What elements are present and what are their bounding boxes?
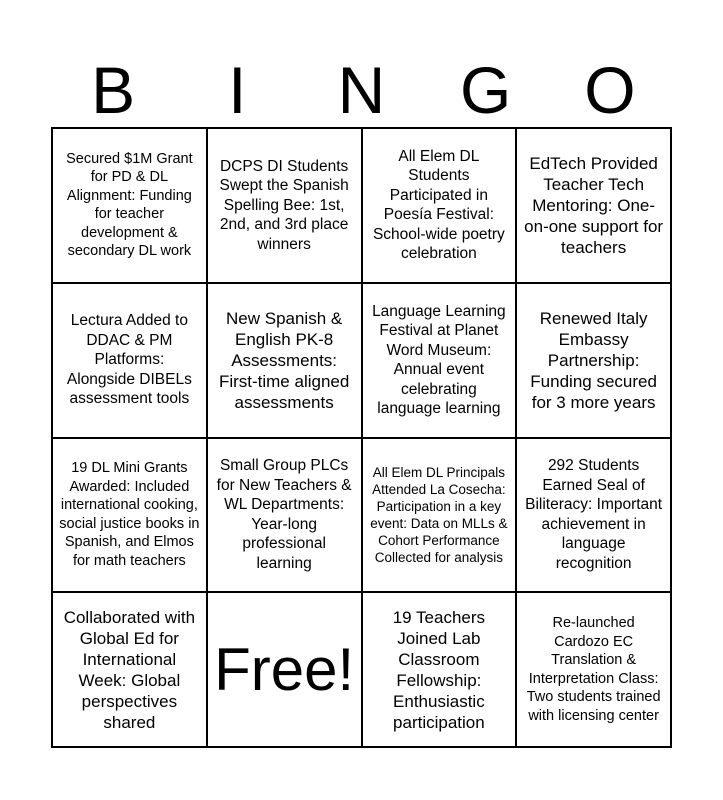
bingo-cell[interactable] <box>363 129 518 284</box>
bingo-cell[interactable] <box>53 593 208 748</box>
bingo-cell-text: Small Group PLCs for New Teachers & WL Departments: Year-long professional learning <box>216 457 352 572</box>
header-letter-i: I <box>228 53 247 127</box>
header-letter-n: N <box>337 53 386 127</box>
bingo-cell-text: 292 Students Earned Seal of Biliteracy: Important achievement in language recognition <box>525 457 663 572</box>
bingo-cell-text: Re-launched Cardozo EC Translation & Interpretation Class: Two students trained with licensing center <box>526 615 661 724</box>
bingo-cell-text: All Elem DL Principals Attended La Cosecha: Participation in a key event: Data on MLLs & Cohort Performance Collected for analysis <box>370 464 508 565</box>
bingo-cell[interactable] <box>208 129 363 284</box>
header-letter-b: B <box>91 53 136 127</box>
bingo-cell-text: All Elem DL Students Participated in Poesía Festival: School-wide poetry celebration <box>372 147 505 263</box>
bingo-cell[interactable] <box>363 439 518 594</box>
free-space-label: Free! <box>214 635 355 703</box>
bingo-cell-text: Collaborated with Global Ed for International Week: Global perspectives shared <box>63 607 196 732</box>
bingo-cell-text: Renewed Italy Embassy Partnership: Funding secured for 3 more years <box>530 308 657 412</box>
bingo-cell[interactable] <box>53 439 208 594</box>
bingo-cell-text: 19 DL Mini Grants Awarded: Included international cooking, social justice books in Spanish, and Elmos for math teachers <box>59 460 200 569</box>
bingo-cell[interactable] <box>363 284 518 439</box>
bingo-cell[interactable] <box>53 284 208 439</box>
bingo-cell-text: 19 Teachers Joined Lab Classroom Fellowship: Enthusiastic participation <box>392 607 486 732</box>
bingo-cell[interactable] <box>517 129 672 284</box>
bingo-cell[interactable] <box>517 284 672 439</box>
bingo-cell[interactable] <box>363 593 518 748</box>
bingo-grid <box>51 127 672 748</box>
bingo-cell-text: Lectura Added to DDAC & PM Platforms: Alongside DIBELs assessment tools <box>66 312 192 408</box>
bingo-cell-text: Secured $1M Grant for PD & DL Alignment: Funding for teacher development & secondary DL work <box>66 150 193 260</box>
header-letter-o: O <box>584 53 636 127</box>
bingo-free-cell[interactable] <box>208 593 363 748</box>
bingo-header <box>51 52 672 128</box>
bingo-cell[interactable] <box>517 593 672 748</box>
bingo-cell-text: New Spanish & English PK-8 Assessments: First-time aligned assessments <box>218 308 350 412</box>
bingo-cell-text: DCPS DI Students Swept the Spanish Spelling Bee: 1st, 2nd, and 3rd place winners <box>219 157 349 253</box>
bingo-cell[interactable] <box>208 439 363 594</box>
bingo-cell-text: Language Learning Festival at Planet Word Museum: Annual event celebrating language learning <box>372 302 506 418</box>
bingo-cell[interactable] <box>53 129 208 284</box>
bingo-cell[interactable] <box>208 284 363 439</box>
bingo-cell[interactable] <box>517 439 672 594</box>
bingo-cell-text: EdTech Provided Teacher Tech Mentoring: One-on-one support for teachers <box>524 153 664 257</box>
header-letter-g: G <box>460 53 512 127</box>
